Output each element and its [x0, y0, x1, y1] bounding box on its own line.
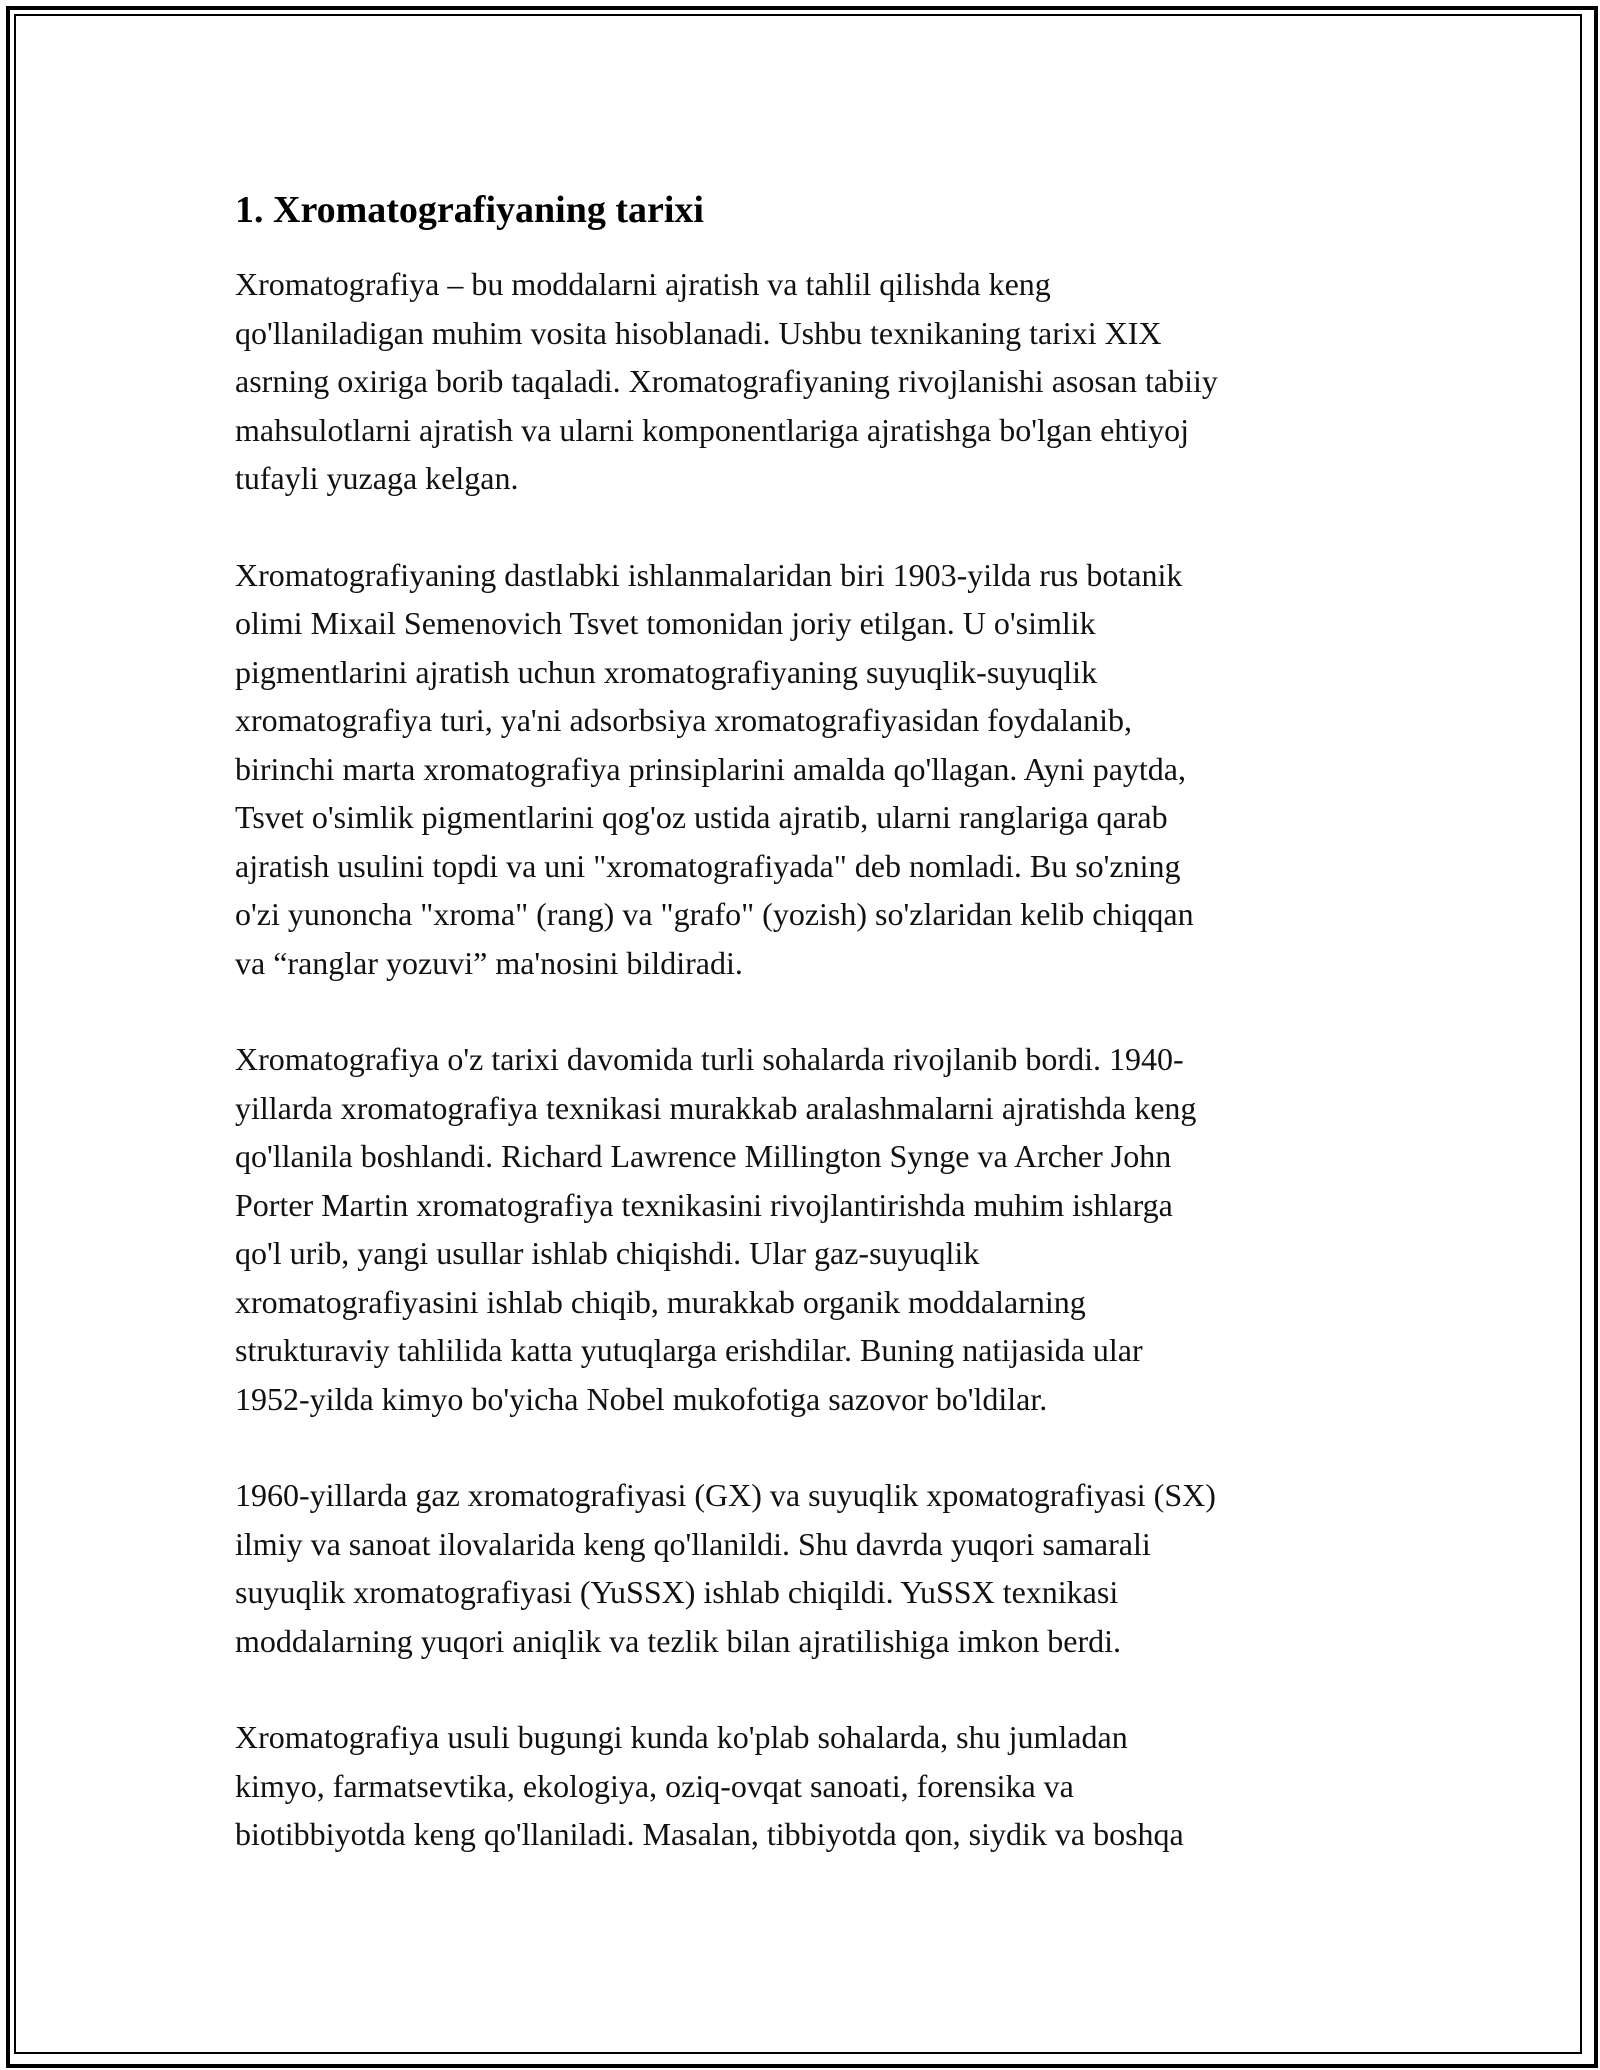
text-line: qo'llanila boshlandi. Richard Lawrence Millington Synge va Archer John	[235, 1138, 1172, 1174]
paragraph-list	[235, 260, 1370, 1859]
text-line: 1952-yilda kimyo bo'yicha Nobel mukofotiga sazovor bo'ldilar.	[235, 1380, 1048, 1417]
text-line: Xromatografiya – bu moddalarni ajratish va tahlil qilishda keng	[235, 266, 1051, 302]
text-line: moddalarning yuqori aniqlik va tezlik bilan ajratilishiga imkon berdi.	[235, 1622, 1122, 1659]
paragraph	[235, 1471, 1370, 1665]
paragraph	[235, 1035, 1370, 1423]
text-line: asrning oxiriga borib taqaladi. Xromatografiyaning rivojlanishi asosan tabiiy	[235, 363, 1218, 399]
paragraph	[235, 551, 1370, 988]
text-line: Xromatografiyaning dastlabki ishlanmalaridan biri 1903-yilda rus botanik	[235, 556, 1183, 593]
text-line: tufayli yuzaga kelgan.	[235, 460, 519, 496]
text-line: o'zi yunoncha "xroma" (rang) va "grafo" (yozish) so'zlaridan kelib chiqqan	[235, 896, 1194, 932]
text-line: ajratish usulini topdi va uni "xromatografiyada" deb nomladi. Bu so'zning	[235, 847, 1181, 884]
section-heading: 1. Xromatografiyaning tarixi	[235, 189, 704, 231]
text-line: qo'llaniladigan muhim vosita hisoblanadi. Ushbu texnikaning tarixi XIX	[235, 314, 1162, 351]
text-line: olimi Mixail Semenovich Tsvet tomonidan joriy etilgan. U o'simlik	[235, 605, 1096, 641]
text-line: pigmentlarini ajratish uchun xromatografiyaning suyuqlik-suyuqlik	[235, 653, 1098, 690]
document-body	[235, 186, 1370, 1907]
paragraph	[235, 1713, 1370, 1859]
text-line: mahsulotlarni ajratish va ularni komponentlariga ajratishga bo'lgan ehtiyoj	[235, 411, 1189, 448]
text-line: Tsvet o'simlik pigmentlarini qog'oz ustida ajratib, ularni ranglariga qarab	[235, 799, 1168, 835]
text-line: strukturaviy tahlilida katta yutuqlarga erishdilar. Buning natijasida ular	[235, 1332, 1143, 1368]
text-line: birinchi marta xromatografiya prinsiplarini amalda qo'llagan. Ayni paytda,	[235, 750, 1186, 787]
text-line: Xromatografiya o'z tarixi davomida turli sohalarda rivojlanib bordi. 1940-	[235, 1041, 1184, 1077]
text-line: ilmiy va sanoat ilovalarida keng qo'llanildi. Shu davrda yuqori samarali	[235, 1525, 1151, 1562]
text-line: Porter Martin xromatografiya texnikasini rivojlantirishda muhim ishlarga	[235, 1186, 1173, 1223]
text-line: va “ranglar yozuvi” ma'nosini bildiradi.	[235, 944, 743, 981]
text-line: xromatografiyasini ishlab chiqib, murakkab organik moddalarning	[235, 1283, 1086, 1320]
paragraph	[235, 260, 1370, 503]
text-line: suyuqlik xromatografiyasi (YuSSX) ishlab chiqildi. YuSSX texnikasi	[235, 1574, 1119, 1610]
text-line: 1960-yillarda gaz xromatografiyasi (GX) va suyuqlik xpoмatografiyasi (SX)	[235, 1477, 1216, 1513]
text-line: biotibbiyotda keng qo'llaniladi. Masalan, tibbiyotda qon, siydik va boshqa	[235, 1816, 1184, 1852]
text-line: kimyo, farmatsevtika, ekologiya, oziq-ovqat sanoati, forensika va	[235, 1767, 1074, 1804]
text-line: xromatografiya turi, ya'ni adsorbsiya xromatografiyasidan foydalanib,	[235, 702, 1133, 738]
text-line: Xromatografiya usuli bugungi kunda ko'plab sohalarda, shu jumladan	[235, 1719, 1128, 1755]
text-line: qo'l urib, yangi usullar ishlab chiqishdi. Ular gaz-suyuqlik	[235, 1235, 980, 1271]
text-line: yillarda xromatografiya texnikasi murakkab aralashmalarni ajratishda keng	[235, 1089, 1197, 1126]
